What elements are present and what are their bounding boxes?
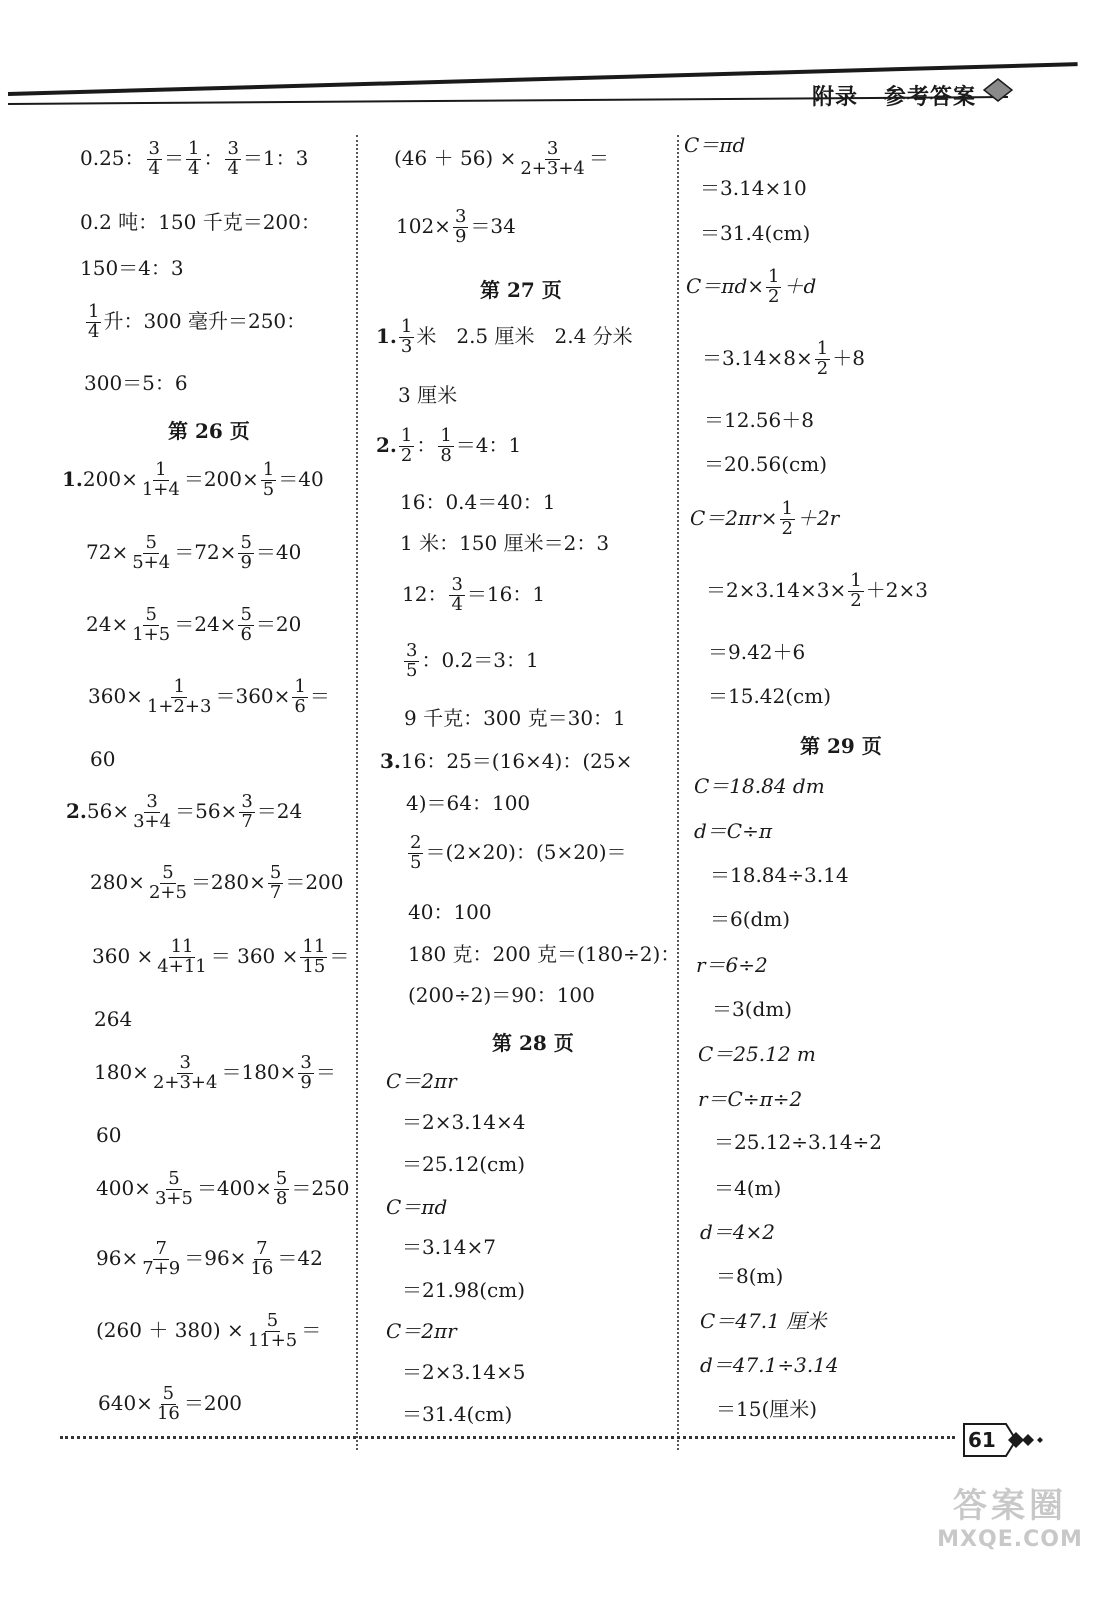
c1-eq-8-result: 60 <box>96 1123 122 1147</box>
header-title: 附录 参考答案 <box>812 85 977 110</box>
column-separator-1 <box>356 135 358 1450</box>
c2-m7: C＝2πr <box>386 1319 457 1343</box>
c2-q1: 1. $\frac{1}{3}$ 米 2.5 厘米 2.4 分米 <box>376 316 633 357</box>
c1-line-1: 0.25： $\frac{3}{4}$ ＝ $\frac{1}{4}$ ： $\frac{3}{4}$ ＝1：3 <box>80 138 309 179</box>
c3-line-10: ＝9.42＋6 <box>708 640 806 664</box>
c1-eq-6: 280× $\frac{5}{2+5}$ ＝280× $\frac{5}{7}$ ＝200 <box>90 862 344 903</box>
c3-line-15: ＝6(dm) <box>710 907 791 931</box>
c1-eq-7: 360 × $\frac{11}{4+11}$ ＝ 360 × $\frac{11}{15}$ ＝ <box>92 936 350 977</box>
c3-line-22: d＝4×2 <box>700 1220 776 1244</box>
c3-line-4: C＝πd× $\frac{1}{2}$ ＋d <box>686 266 817 307</box>
c1-eq-10: 96× $\frac{7}{7+9}$ ＝96× $\frac{7}{16}$ ＝42 <box>96 1238 323 1279</box>
c1-eq-7-result: 264 <box>94 1007 133 1031</box>
c2-line-9: $\frac{3}{5}$ ：0.2＝3：1 <box>406 640 539 681</box>
c1-line-2: 0.2 吨：150 千克＝200： <box>80 210 321 234</box>
c2-line-4: 3 厘米 <box>398 383 458 407</box>
c1-eq-9: 400× $\frac{5}{3+5}$ ＝400× $\frac{5}{8}$ ＝250 <box>96 1168 350 1209</box>
c2-line-14: 40：100 <box>408 900 492 924</box>
c1-eq-11: (260 ＋ 380) × $\frac{5}{11+5}$ ＝ <box>96 1310 322 1351</box>
c3-line-9: ＝2×3.14×3× $\frac{1}{2}$ ＋2×3 <box>706 570 928 611</box>
c3-line-19: r＝C÷π÷2 <box>698 1087 803 1111</box>
c3-line-18: C＝25.12 m <box>698 1042 816 1066</box>
c2-line-15: 180 克：200 克＝(180÷2)： <box>408 942 681 966</box>
section-page-28: 第 28 页 <box>492 1031 574 1055</box>
c2-line-16: (200÷2)＝90：100 <box>408 983 595 1007</box>
column-separator-2 <box>677 135 679 1450</box>
c1-eq-12: 640× $\frac{5}{16}$ ＝200 <box>98 1383 243 1424</box>
c1-eq-8: 180× $\frac{3}{2+3+4}$ ＝180× $\frac{3}{9}$ ＝ <box>94 1052 336 1093</box>
c2-line-7: 1 米：150 厘米＝2：3 <box>400 531 610 555</box>
c2-line-12: 4)＝64：100 <box>406 791 531 815</box>
c2-m4: C＝πd <box>386 1195 448 1219</box>
c3-line-25: d＝47.1÷3.14 <box>700 1353 839 1377</box>
c2-line-13: $\frac{2}{5}$ ＝(2×20)：(5×20)＝ <box>410 832 627 873</box>
c1-line-5: 300＝5：6 <box>84 371 188 395</box>
c3-line-6: ＝12.56＋8 <box>704 408 814 432</box>
c1-eq-4-result: 60 <box>90 747 116 771</box>
diamond-icon <box>983 78 1013 102</box>
c2-m8: ＝2×3.14×5 <box>402 1360 526 1384</box>
c2-line-10: 9 千克：300 克＝30：1 <box>404 706 626 730</box>
c2-m1: C＝2πr <box>386 1069 457 1093</box>
page-number: 61 <box>968 1428 996 1452</box>
c2-m2: ＝2×3.14×4 <box>402 1110 526 1134</box>
section-page-29: 第 29 页 <box>800 734 882 758</box>
c3-line-23: ＝8(m) <box>716 1264 784 1288</box>
c3-line-21: ＝4(m) <box>714 1176 782 1200</box>
c3-line-26: ＝15(厘米) <box>716 1397 818 1421</box>
c1-eq-4: 360× $\frac{1}{1+2+3}$ ＝360× $\frac{1}{6}$ ＝ <box>88 676 330 717</box>
c2-m9: ＝31.4(cm) <box>402 1402 513 1426</box>
c2-line-1: (46 ＋ 56) × $\frac{3}{2+3+4}$ ＝ <box>394 138 609 179</box>
c3-line-2: ＝3.14×10 <box>700 176 807 200</box>
c3-line-3: ＝31.4(cm) <box>700 221 811 245</box>
c3-line-13: d＝C÷π <box>694 819 773 843</box>
c2-m3: ＝25.12(cm) <box>402 1152 526 1176</box>
c3-line-16: r＝6÷2 <box>696 953 768 977</box>
c1-eq-1: 1.200× $\frac{1}{1+4}$ ＝200× $\frac{1}{5}$ ＝40 <box>62 459 324 500</box>
c3-line-7: ＝20.56(cm) <box>704 452 828 476</box>
section-page-26: 第 26 页 <box>168 419 250 443</box>
c2-q3: 3.16：25＝(16×4)：(25× <box>380 749 633 773</box>
c1-eq-3: 24× $\frac{5}{1+5}$ ＝24× $\frac{5}{6}$ ＝20 <box>86 604 302 645</box>
section-page-27: 第 27 页 <box>480 278 562 302</box>
c3-line-11: ＝15.42(cm) <box>708 684 832 708</box>
c2-m5: ＝3.14×7 <box>402 1235 497 1259</box>
c3-line-12: C＝18.84 dm <box>694 774 825 798</box>
c1-eq-2: 72× $\frac{5}{5+4}$ ＝72× $\frac{5}{9}$ ＝40 <box>86 532 302 573</box>
watermark: 答案圈 MXQE.COM <box>937 1486 1083 1552</box>
c3-line-14: ＝18.84÷3.14 <box>710 863 849 887</box>
c2-line-8: 12： $\frac{3}{4}$ ＝16：1 <box>402 574 546 615</box>
c2-line-6: 16：0.4＝40：1 <box>400 490 556 514</box>
c3-line-1: C＝πd <box>684 133 746 157</box>
footer-dotted-rule <box>60 1436 955 1439</box>
c2-q2: 2. $\frac{1}{2}$ ： $\frac{1}{8}$ ＝4：1 <box>376 425 522 466</box>
c1-line-3: 150＝4：3 <box>80 256 184 280</box>
c2-m6: ＝21.98(cm) <box>402 1278 526 1302</box>
c3-line-24: C＝47.1 厘米 <box>700 1309 827 1333</box>
c2-line-2: 102× $\frac{3}{9}$ ＝34 <box>396 206 516 247</box>
c1-line-4: $\frac{1}{4}$ 升：300 毫升＝250： <box>88 301 307 342</box>
c3-line-20: ＝25.12÷3.14÷2 <box>714 1130 883 1154</box>
c3-line-17: ＝3(dm) <box>712 997 793 1021</box>
c1-eq-5: 2.56× $\frac{3}{3+4}$ ＝56× $\frac{3}{7}$ ＝24 <box>66 791 303 832</box>
c3-line-5: ＝3.14×8× $\frac{1}{2}$ ＋8 <box>702 338 865 379</box>
c3-line-8: C＝2πr× $\frac{1}{2}$ ＋2r <box>690 498 840 539</box>
